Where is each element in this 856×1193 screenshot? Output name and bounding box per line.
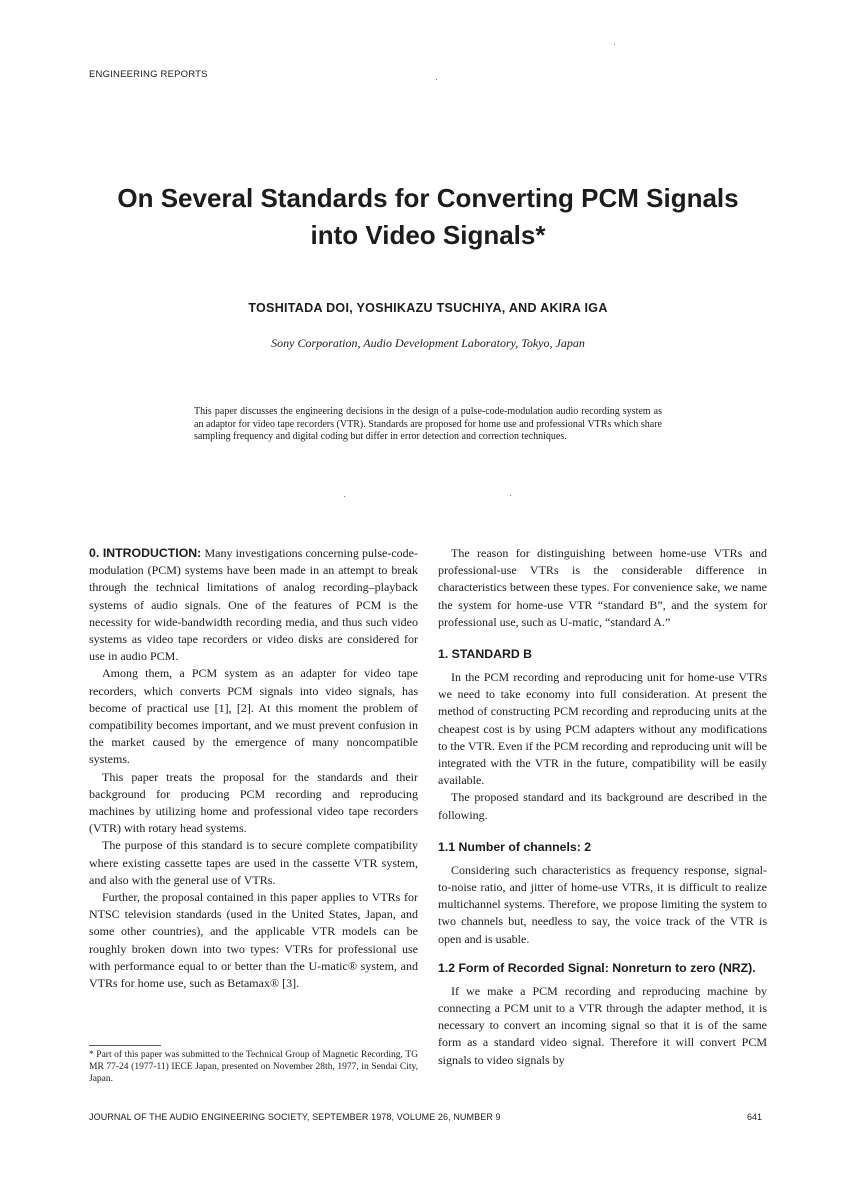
intro-paragraph-4: The purpose of this standard is to secure complete compatibility where existing cassette tapes are used in the cassette VTR system, and also with the general use of VTRs. bbox=[89, 838, 418, 887]
right-paragraph-1: The reason for distinguishing between home-use VTRs and professional-use VTRs is the considerable difference in characteristics between these types. For convenience sake, we name the system for home-use VTR “standard B”, and the system for professional use, such as U-matic, “standard A.” bbox=[438, 546, 767, 629]
recorded-signal-heading: 1.2 Form of Recorded Signal: Nonreturn to zero (NRZ). bbox=[438, 960, 756, 975]
right-paragraph-3: The proposed standard and its background are described in the following. bbox=[438, 790, 767, 822]
intro-paragraph-1-text: Many investigations concerning pulse-code-modulation (PCM) systems have been made in an attempt to break through the technical limitations of analog recording–playback systems of audio signals. One of the features of PCM is the necessity for wide-bandwidth recording media, and thus such video systems as video tape recorders or video disks are considered for use in audio PCM. bbox=[89, 546, 418, 664]
paper-title bbox=[60, 180, 796, 254]
page-number: 641 bbox=[747, 1112, 763, 1122]
channels-heading: 1.1 Number of channels: 2 bbox=[438, 839, 592, 854]
right-paragraph-5: If we make a PCM recording and reproducing machine by connecting a PCM unit to a VTR through the adapter method, it is necessary to convert an incoming signal so that it is of the same form as a standard video signal. Therefore it will convert PCM signals to video signals by bbox=[438, 983, 767, 1067]
intro-paragraph-5: Further, the proposal contained in this paper applies to VTRs for NTSC television standards (used in the United States, Japan, and some other countries), and the applicable VTR models can be roughly broken down into two types: VTRs for professional use with performance equal to or better than the U-matic® system, and VTRs for home use, such as Betamax® [3]. bbox=[89, 890, 418, 991]
intro-paragraph-1 bbox=[89, 545, 418, 665]
footer-journal-citation: JOURNAL OF THE AUDIO ENGINEERING SOCIETY, SEPTEMBER 1978, VOLUME 26, NUMBER 9 bbox=[89, 1112, 501, 1122]
affiliation: Sony Corporation, Audio Development Laboratory, Tokyo, Japan bbox=[271, 336, 585, 350]
footnote: * Part of this paper was submitted to the Technical Group of Magnetic Recording, TG MR 77-24 (1977-11) IECE Japan, presented on November 28th, 1977, in Sendai City, Japan. bbox=[89, 1050, 418, 1084]
scan-speck bbox=[614, 44, 615, 45]
right-column bbox=[438, 545, 767, 1069]
introduction-heading: 0. INTRODUCTION: bbox=[89, 546, 202, 560]
scan-speck bbox=[436, 79, 437, 80]
scan-speck bbox=[510, 495, 511, 496]
footnote-divider bbox=[89, 1045, 161, 1046]
title-line-1: On Several Standards for Converting PCM Signals bbox=[117, 183, 739, 213]
title-line-2: into Video Signals* bbox=[310, 220, 546, 250]
intro-paragraph-3: This paper treats the proposal for the standards and their background for producing PCM recording and reproducing machines by utilizing home and professional video tape recorders (VTR) with rotary head systems. bbox=[89, 769, 418, 836]
right-paragraph-4: Considering such characteristics as frequency response, signal-to-noise ratio, and jitter of home-use VTRs, it is difficult to realize multichannel systems. Therefore, we propose limiting the system to two channels but, needless to say, the voice track of the VTR is open and is usable. bbox=[438, 862, 767, 946]
standard-b-heading: 1. STANDARD B bbox=[438, 647, 533, 662]
abstract: This paper discusses the engineering decisions in the design of a pulse-code-modulation audio recording system as an adaptor for video tape recorders (VTR). Standards are proposed for home use and professional VTRs which share sampling frequency and digital coding but differ in error detection and correction techniques. bbox=[194, 406, 662, 442]
scan-speck bbox=[344, 496, 345, 497]
section-label: ENGINEERING REPORTS bbox=[89, 69, 208, 80]
right-paragraph-2: In the PCM recording and reproducing unit for home-use VTRs we need to take economy into full consideration. At present the method of constructing PCM recording and reproducing units at the cheapest cost is by using PCM adapters without any modifications to the VTR. Even if the PCM recording and reproducing unit will be integrated with the VTR in the future, compatibility will be easily available. bbox=[438, 670, 767, 788]
intro-paragraph-2: Among them, a PCM system as an adapter for video tape recorders, which converts PCM signals into video signals, has become of practical use [1], [2]. At this moment the problem of compatibility becomes important, and we must prevent confusion in the market caused by the emergence of many noncompatible systems. bbox=[89, 666, 418, 767]
author-list: TOSHITADA DOI, YOSHIKAZU TSUCHIYA, AND AKIRA IGA bbox=[248, 301, 608, 315]
left-column bbox=[89, 545, 418, 992]
